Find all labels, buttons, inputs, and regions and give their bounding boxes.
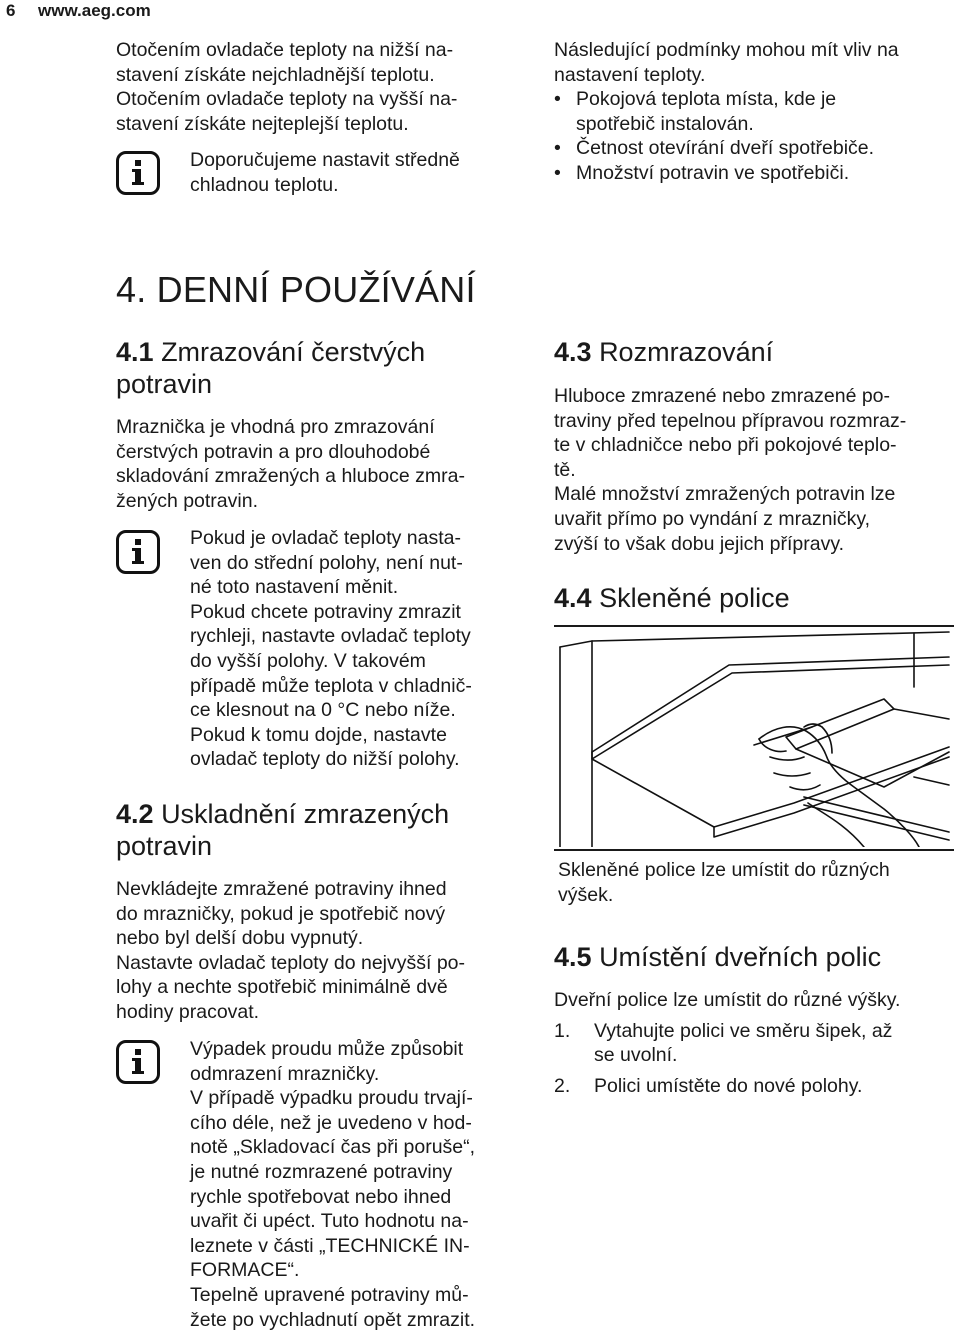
step-number: 2. <box>554 1074 571 1097</box>
info-line: cího déle, než je uvedeno v hod- <box>190 1111 472 1134</box>
info-line: Pokud chcete potraviny zmrazit <box>190 600 461 623</box>
page-number: 6 <box>6 1 16 20</box>
section-4-3-title <box>554 336 954 368</box>
intro-line: stavení získáte nejchladnější teplotu. <box>116 63 435 86</box>
body-line: skladování zmražených a hluboce zmra- <box>116 465 465 488</box>
info-line: rychle spotřebovat nebo ihned <box>190 1185 452 1208</box>
body-line: lohy a nechte spotřebič minimálně dvě <box>116 976 448 999</box>
intro-info-note <box>190 148 530 197</box>
info-line: do vyšší polohy. V takovém <box>190 649 426 672</box>
intro-line: Otočením ovladače teploty na vyšší na- <box>116 88 458 111</box>
info-icon <box>116 1040 160 1084</box>
info-line: odmrazení mrazničky. <box>190 1062 380 1085</box>
section-number: 4.1 <box>116 337 154 367</box>
body-line: do mrazničky, pokud je spotřebič nový <box>116 902 446 925</box>
conditions-block <box>554 38 954 186</box>
section-title-line: Skleněné police <box>599 583 790 613</box>
section-4-4-title <box>554 582 954 614</box>
section-number: 4.3 <box>554 337 592 367</box>
bullet-item <box>554 161 954 186</box>
section-number: 4.4 <box>554 583 592 613</box>
figure-bottom-rule <box>554 849 954 851</box>
section-4-2-title <box>116 798 536 862</box>
section-4-1-body <box>116 415 536 513</box>
info-line: V případě výpadku proudu trvají- <box>190 1087 473 1110</box>
info-line: FORMACE“. <box>190 1259 300 1282</box>
body-line: zvýší to však dobu jejich přípravy. <box>554 532 845 555</box>
body-line: Hluboce zmrazené nebo zmrazené po- <box>554 385 891 407</box>
numbered-step <box>554 1019 954 1068</box>
header-url: www.aeg.com <box>38 1 151 20</box>
caption-line: výšek. <box>558 883 614 906</box>
body-line: Dveřní police lze umístit do různé výšky. <box>554 989 901 1011</box>
info-line: ovladač teploty do nižší polohy. <box>190 748 460 771</box>
section-title-line: Uskladnění zmrazených <box>161 799 450 829</box>
body-line: čerstvých potravin a pro dlouhodobé <box>116 440 431 463</box>
caption-line: Skleněné police lze umístit do různých <box>558 859 890 881</box>
info-line: chladnou teplotu. <box>190 173 339 196</box>
chapter-title: 4. DENNÍ POUŽÍVÁNÍ <box>116 269 476 310</box>
section-title-line: Rozmrazování <box>599 337 774 367</box>
info-line: né toto nastavení měnit. <box>190 576 399 599</box>
info-line: Pokud je ovladač teploty nasta- <box>190 527 462 549</box>
info-line: ven do střední polohy, není nut- <box>190 551 463 574</box>
info-line: je nutné rozmrazené potraviny <box>190 1160 453 1183</box>
body-line: te v chladničce nebo při pokojové teplo- <box>554 434 897 457</box>
info-line: leznete v části „TECHNICKÉ IN- <box>190 1234 470 1257</box>
bullet-line: • Četnost otevírání dveří spotřebiče. <box>576 137 875 160</box>
body-line: hodiny pracovat. <box>116 1000 260 1023</box>
info-line: notě „Skladovací čas při poruše“, <box>190 1136 476 1159</box>
bullet-item <box>554 87 954 136</box>
section-title-line: potravin <box>116 369 213 399</box>
body-line: uvařit přímo po vyndání z mrazničky, <box>554 507 871 530</box>
section-4-2-body <box>116 877 536 1025</box>
figure-caption <box>558 858 954 907</box>
section-title-line: Umístění dveřních polic <box>599 942 882 972</box>
section-title-line: potravin <box>116 831 213 861</box>
intro-paragraph <box>116 38 536 136</box>
section-4-5-body <box>554 988 954 1098</box>
info-line: Doporučujeme nastavit středně <box>190 149 460 171</box>
section-4-3-body <box>554 384 954 556</box>
info-icon <box>116 151 160 195</box>
info-line: žete po vychladnutí opět zmrazit. <box>190 1308 476 1331</box>
section-4-5-title <box>554 941 954 973</box>
glass-shelf-illustration <box>554 627 954 847</box>
body-line: Nastavte ovladač teploty do nejvyšší po- <box>116 951 466 974</box>
info-line: Pokud k tomu dojde, nastavte <box>190 723 447 746</box>
body-line: žených potravin. <box>116 489 258 512</box>
step-line: Polici umístěte do nové polohy. <box>594 1074 863 1097</box>
step-line: Vytahujte polici ve směru šipek, až <box>594 1019 893 1042</box>
body-line: traviny před tepelnou přípravou rozmraz- <box>554 409 907 432</box>
bullet-line: • Pokojová teplota místa, kde je <box>576 88 837 111</box>
body-line: Nevkládejte zmražené potraviny ihned <box>116 878 447 900</box>
step-number: 1. <box>554 1019 571 1042</box>
bullet-line: • Množství potravin ve spotřebiči. <box>576 161 850 184</box>
info-line: Výpadek proudu může způsobit <box>190 1038 464 1060</box>
section-number: 4.2 <box>116 799 154 829</box>
info-line: ce klesnout na 0 °C nebo níže. <box>190 699 456 722</box>
conditions-lead-line: nastavení teploty. <box>554 63 706 86</box>
info-icon <box>116 530 160 574</box>
body-line: nebo byl delší dobu vypnutý. <box>116 927 364 950</box>
section-4-2-info-note <box>190 1037 530 1332</box>
info-line: případě může teplota v chladnič- <box>190 674 472 697</box>
intro-line: Otočením ovladače teploty na nižší na- <box>116 39 454 61</box>
info-line: rychleji, nastavte ovladač teploty <box>190 625 471 648</box>
body-line: Mraznička je vhodná pro zmrazování <box>116 416 435 438</box>
intro-line: stavení získáte nejteplejší teplotu. <box>116 112 409 135</box>
section-title-line: Zmrazování čerstvých <box>161 337 426 367</box>
info-line: uvařit či upéct. Tuto hodnotu na- <box>190 1210 469 1233</box>
numbered-step <box>554 1074 954 1099</box>
bullet-item <box>554 136 954 161</box>
body-line: Malé množství zmražených potravin lze <box>554 483 896 506</box>
section-number: 4.5 <box>554 942 592 972</box>
body-line: tě. <box>554 458 576 481</box>
conditions-lead-line: Následující podmínky mohou mít vliv na <box>554 39 899 61</box>
info-line: Tepelně upravené potraviny mů- <box>190 1283 469 1306</box>
step-line: se uvolní. <box>594 1044 678 1067</box>
section-4-1-title <box>116 336 536 400</box>
section-4-1-info-note <box>190 526 530 772</box>
bullet-line: spotřebič instalován. <box>576 112 754 135</box>
